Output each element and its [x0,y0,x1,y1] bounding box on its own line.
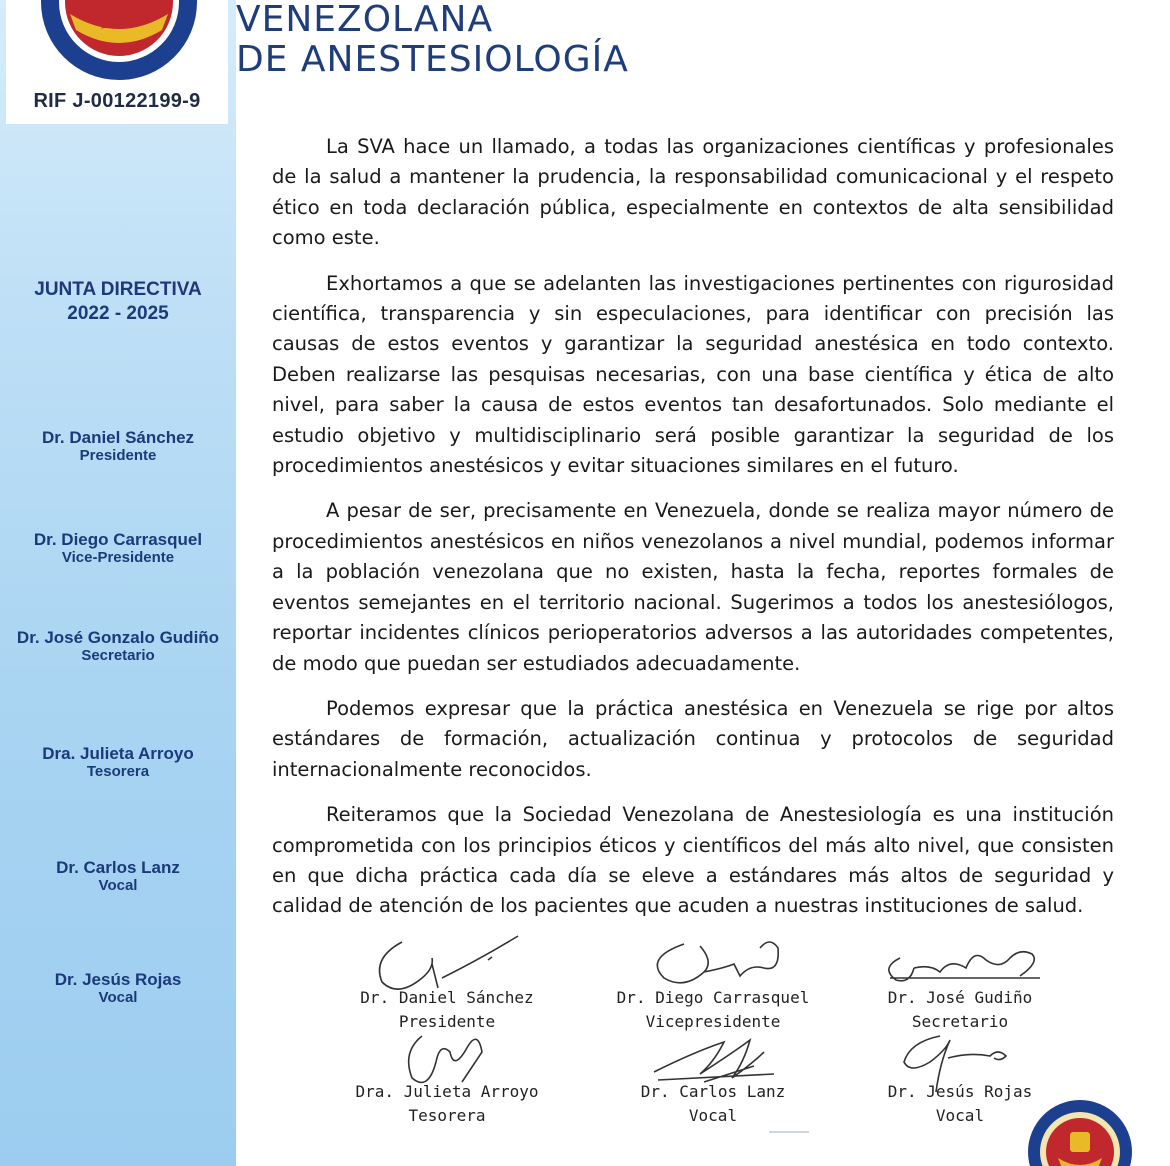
logo-year: 1956 [98,9,139,33]
document-header [236,0,629,80]
header-line-2: DE ANESTESIOLOGÍA [236,39,629,80]
sidebar [0,0,236,1166]
signer-role: Presidente [398,1012,496,1031]
member-name: Dr. José Gonzalo Gudiño [16,628,220,647]
member-role: Vocal [98,877,138,894]
signer-role: Vocal [688,1106,738,1125]
board-member [0,858,236,894]
board-member [0,428,236,464]
signature-block [342,1080,552,1128]
rif-number: RIF J-00122199-9 [33,90,201,112]
board-member [0,744,236,780]
board-member [0,628,236,664]
signer-name: Dr. Jesús Rojas [887,1082,1033,1101]
board-member [0,530,236,566]
signer-name: Dra. Julieta Arroyo [355,1082,539,1101]
signature-block [604,1080,822,1128]
member-role: Tesorera [86,763,150,780]
member-role: Presidente [79,447,157,464]
statement-body [272,132,1114,937]
signer-name: Dr. Daniel Sánchez [360,988,534,1007]
signer-role: Tesorera [408,1106,486,1125]
member-name: Dra. Julieta Arroyo [42,744,194,763]
paragraph: Exhortamos a que se adelanten las investigaciones pertinentes con rigurosidad científica, transparencia y sin especulaciones, para identificar con precisión las causas de estos eventos y garantizar la seguridad anestésica en todo contexto. Deben realizarse las pesquisas necesarias, con una base científica y ética de alto nivel, para saber la causa de estos eventos tan desafortunados. Solo mediante el estudio objetivo y multidisciplinario será posible garantizar la seguridad de los procedimientos anestésicos y evitar situaciones similares en el futuro. [272,271,1114,478]
member-name: Dr. Carlos Lanz [56,858,180,877]
header-line-1: VENEZOLANA [236,0,494,40]
paragraph: Podemos expresar que la práctica anestésica en Venezuela se rige por altos estándares de formación, actualización continua y protocolos de seguridad internacionalmente reconocidos. [272,696,1114,781]
signature-block [870,986,1050,1034]
signature-block [604,986,822,1034]
board-member [0,970,236,1006]
divider [769,1131,809,1133]
board-period: 2022 - 2025 [67,303,169,324]
paragraph: Reiteramos que la Sociedad Venezolana de Anestesiología es una institución comprometida con los principios éticos y científicos del más alto nivel, que consisten en que dicha práctica cada día se eleve a estándares más altos de seguridad y calidad de atención de los pacientes que acuden a nuestras instituciones de salud. [272,803,1114,918]
signer-role: Vocal [935,1106,985,1125]
signature-block [342,986,552,1034]
member-role: Vice-Presidente [61,549,175,566]
logo-card [6,0,228,124]
signer-role: Secretario [911,1012,1009,1031]
member-role: Vocal [98,989,138,1006]
society-logo [30,0,208,82]
signature-block [870,1080,1050,1128]
signer-name: Dr. José Gudiño [887,988,1033,1007]
member-name: Dr. Daniel Sánchez [41,428,195,447]
signer-role: Vicepresidente [645,1012,781,1031]
signer-name: Dr. Diego Carrasquel [616,988,810,1007]
member-name: Dr. Diego Carrasquel [33,530,203,549]
paragraph: La SVA hace un llamado, a todas las organizaciones científicas y profesionales de la salud a mantener la prudencia, la responsabilidad comunicacional y el respeto ético en toda declaración pública, especialmente en contextos de alta sensibilidad como este. [272,135,1114,250]
member-role: Secretario [81,647,155,664]
paragraph: A pesar de ser, precisamente en Venezuela, donde se realiza mayor número de procedimientos anestésicos en niños venezolanos a nivel mundial, podemos informar a la población venezolana que no existen, hasta la fecha, reportes formales de eventos semejantes en el territorio nacional. Sugerimos a todos los anestesiólogos, reportar incidentes clínicos perioperatorios adversos a las autoridades competentes, de modo que puedan ser estudiados adecuadamente. [272,499,1114,675]
society-seal-stamp [1026,1098,1134,1166]
member-name: Dr. Jesús Rojas [54,970,182,989]
signer-name: Dr. Carlos Lanz [640,1082,786,1101]
board-title: JUNTA DIRECTIVA [34,279,202,300]
